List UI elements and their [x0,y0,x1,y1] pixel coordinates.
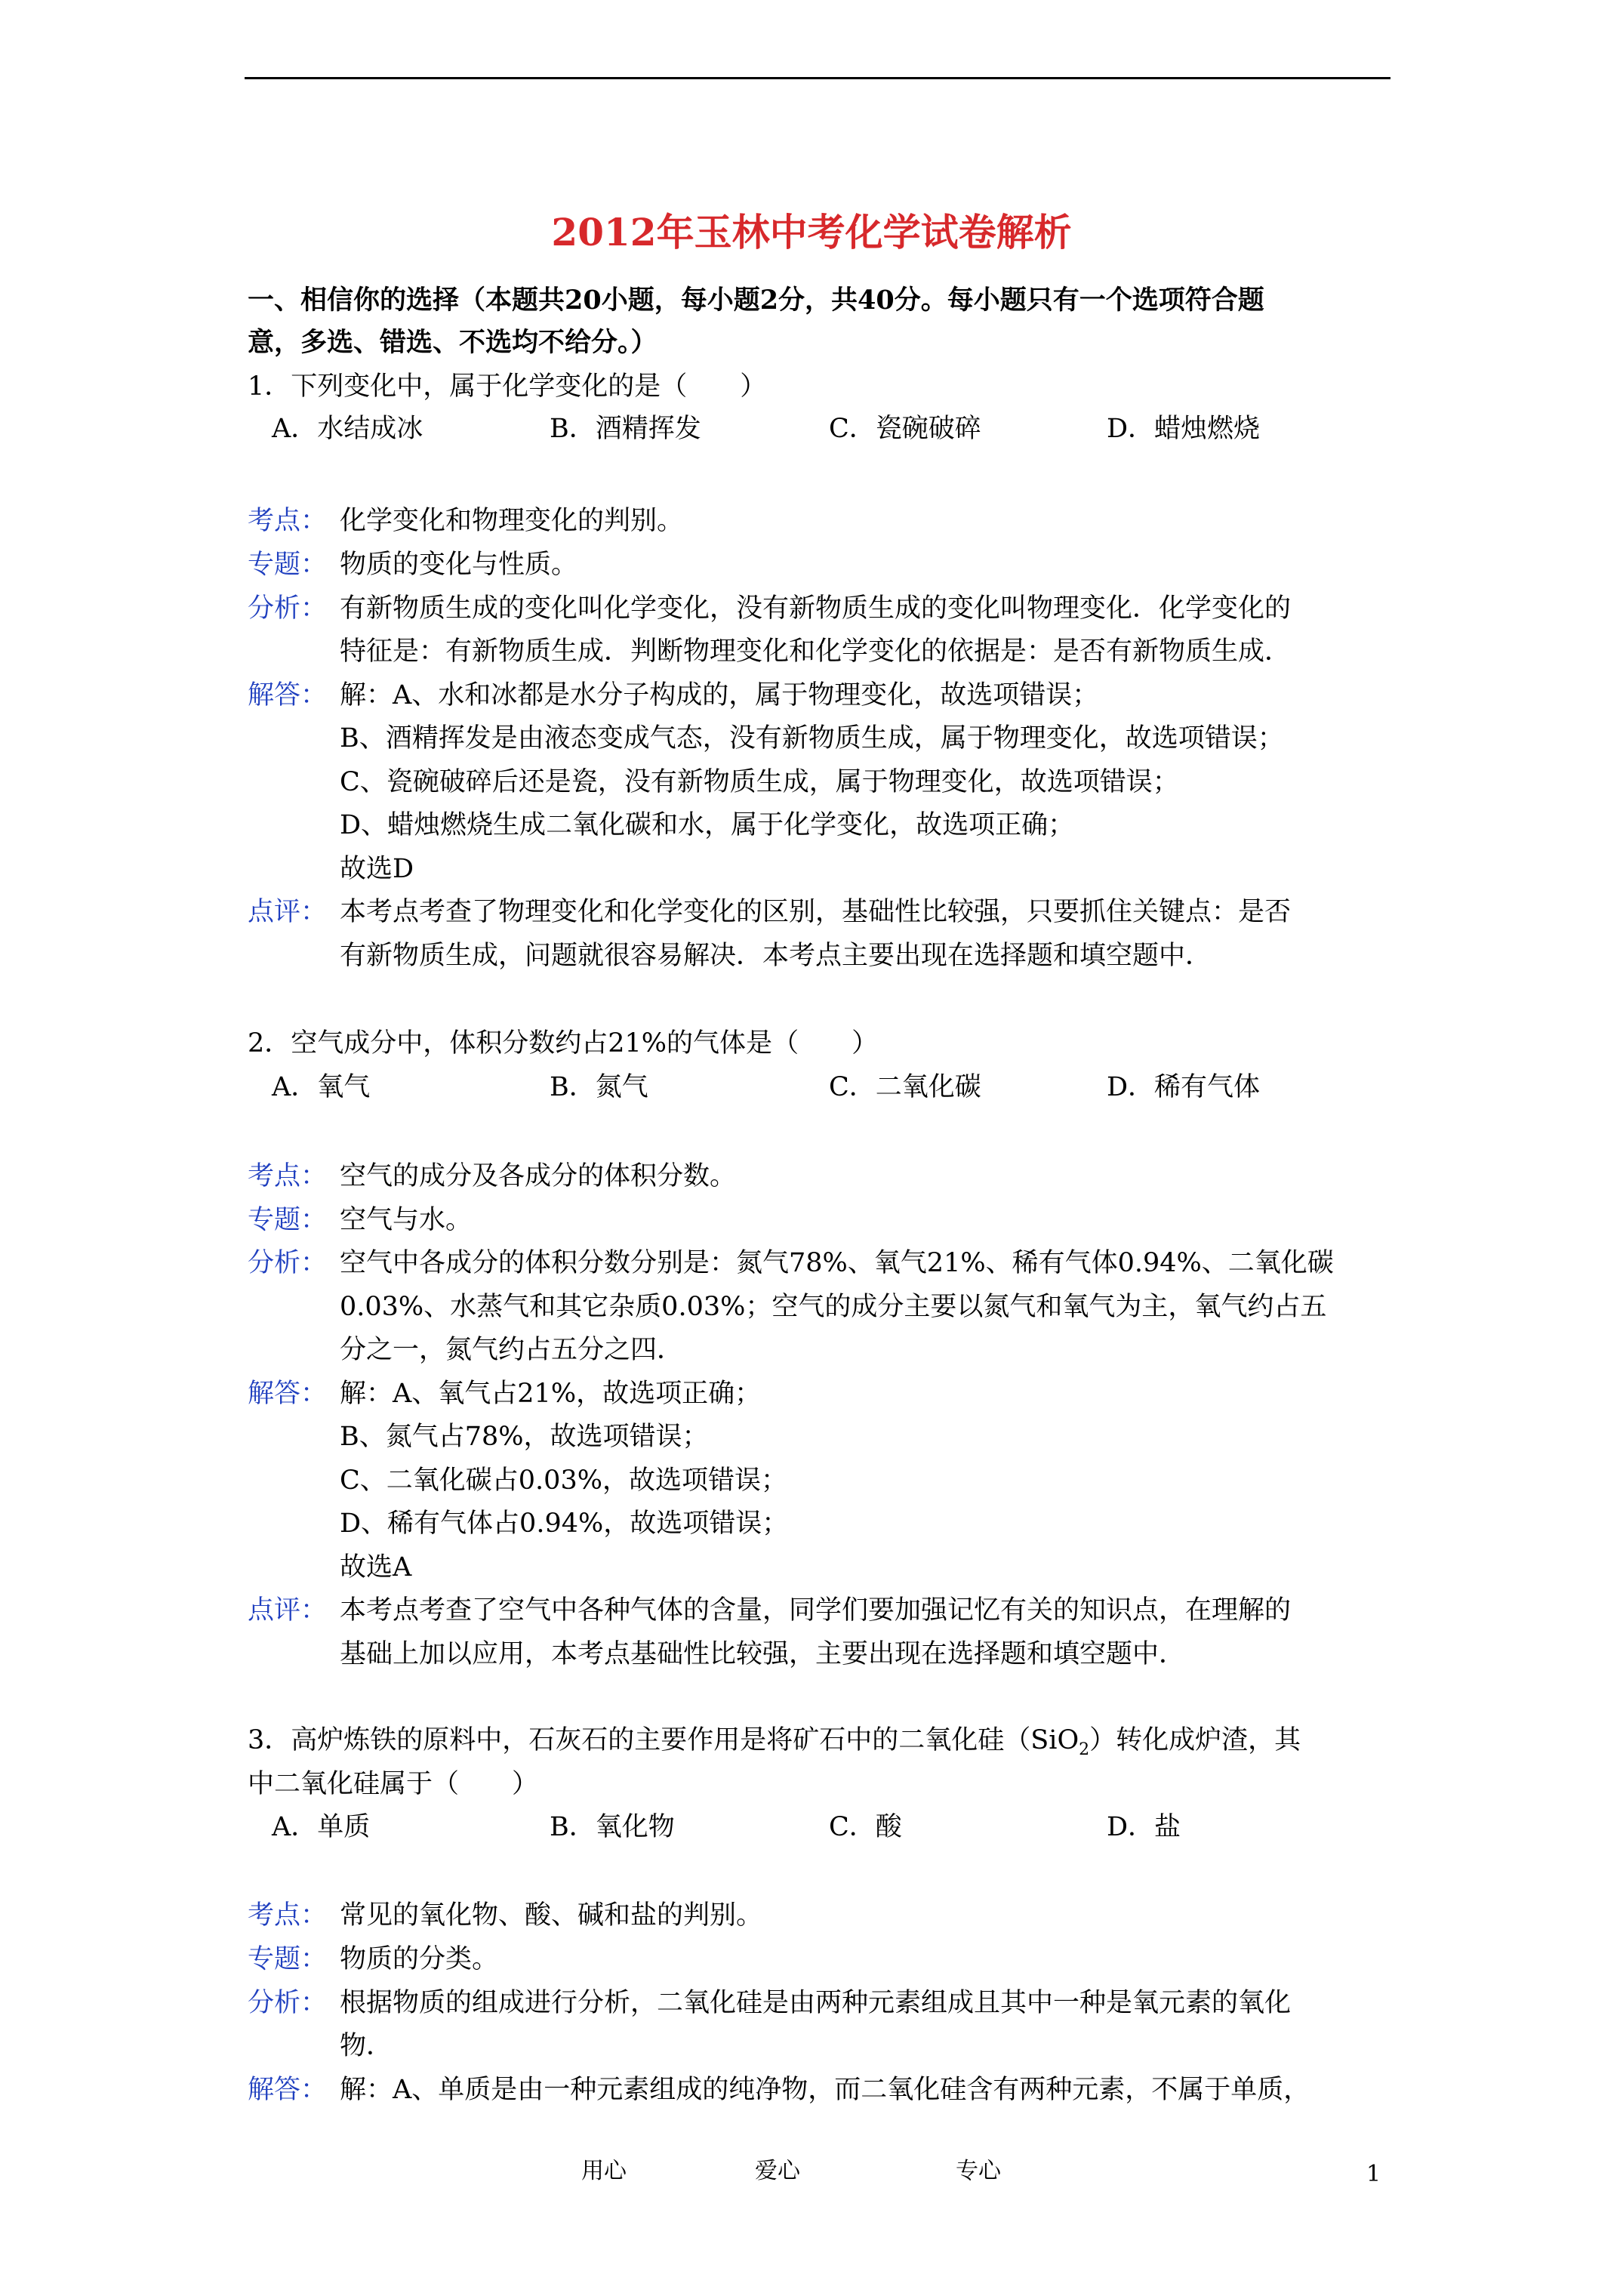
q1-dianping-line-2: 有新物质生成，问题就很容易解决．本考点主要出现在选择题和填空题中． [340,941,1212,971]
q1-jieda-line-2: B、酒精挥发是由液态变成气态，没有新物质生成，属于物理变化，故选项错误； [340,723,1284,754]
q2-fenxi-line-1: 空气中各成分的体积分数分别是：氮气78%、氧气21%、稀有气体0.94%、二氧化碳 [340,1248,1334,1278]
q1-zhuanti: 物质的变化与性质。 [340,550,578,580]
q3-fenxi-line-1: 根据物质的组成进行分析，二氧化硅是由两种元素组成且其中一种是氧元素的氧化 [340,1988,1292,2018]
q3-stem-line-2: 中二氧化硅属于（ ） [248,1769,539,1799]
q1-zhuanti-label: 专题： [248,550,328,580]
q1-dianping-line-1: 本考点考查了物理变化和化学变化的区别，基础性比较强，只要抓住关键点：是否 [340,897,1292,927]
q2-kaodian-label: 考点： [248,1161,328,1191]
q2-jieda-line-2: B、氮气占78%，故选项错误； [340,1422,709,1452]
q1-jieda-label: 解答： [248,680,328,710]
q3-option-a: A．单质 [272,1812,371,1842]
q3-jieda-line-1: 解：A、单质是由一种元素组成的纯净物，而二氧化硅含有两种元素，不属于单质， [340,2075,1310,2105]
footer-text-left: 用心 [581,2158,627,2184]
q2-option-b: B．氮气 [550,1072,648,1102]
q2-kaodian: 空气的成分及各成分的体积分数。 [340,1161,737,1191]
q2-fenxi-label: 分析： [248,1248,328,1278]
q3-option-c: C．酸 [829,1812,902,1842]
section-heading-line-1: 一、相信你的选择（本题共20小题，每小题2分，共40分。每小题只有一个选项符合题 [248,285,1264,316]
q2-jieda-label: 解答： [248,1379,328,1409]
q1-kaodian: 化学变化和物理变化的判别。 [340,506,684,536]
q3-option-b: B．氧化物 [550,1812,675,1842]
q3-option-d: D．盐 [1107,1812,1181,1842]
q2-jieda-line-3: C、二氧化碳占0.03%，故选项错误； [340,1465,787,1496]
q2-fenxi-line-2: 0.03%、水蒸气和其它杂质0.03%；空气的成分主要以氮气和氧气为主，氧气约占五 [340,1292,1327,1322]
q3-zhuanti: 物质的分类。 [340,1944,499,1974]
q1-jieda-line-5: 故选D [340,854,414,884]
q3-kaodian: 常见的氧化物、酸、碱和盐的判别。 [340,1900,763,1931]
q1-option-d: D．蜡烛燃烧 [1107,414,1261,444]
footer-text-right: 专心 [956,2158,1001,2184]
q2-jieda-line-4: D、稀有气体占0.94%，故选项错误； [340,1509,789,1539]
q2-fenxi-line-3: 分之一，氮气约占五分之四． [340,1335,684,1365]
q2-option-c: C．二氧化碳 [829,1072,981,1102]
q2-jieda-line-5: 故选A [340,1552,412,1583]
q2-option-a: A．氧气 [272,1072,371,1102]
q2-jieda-line-1: 解：A、氧气占21%，故选项正确； [340,1379,762,1409]
header-rule [245,77,1390,79]
q1-fenxi-label: 分析： [248,593,328,624]
q1-jieda-line-4: D、蜡烛燃烧生成二氧化碳和水，属于化学变化，故选项正确； [340,810,1075,840]
footer-text-middle: 爱心 [755,2158,800,2184]
q3-fenxi-label: 分析： [248,1988,328,2018]
q1-kaodian-label: 考点： [248,506,328,536]
document-title: 2012年玉林中考化学试卷解析 [551,210,1072,254]
q2-dianping-line-1: 本考点考查了空气中各种气体的含量，同学们要加强记忆有关的知识点，在理解的 [340,1595,1292,1626]
q1-fenxi-line-2: 特征是：有新物质生成．判断物理变化和化学变化的依据是：是否有新物质生成． [340,636,1292,667]
q1-jieda-line-3: C、瓷碗破碎后还是瓷，没有新物质生成，属于物理变化，故选项错误； [340,767,1179,797]
q3-stem-line-1 [248,1724,1301,1767]
q1-fenxi-line-1: 有新物质生成的变化叫化学变化，没有新物质生成的变化叫物理变化．化学变化的 [340,593,1292,624]
q3-kaodian-label: 考点： [248,1900,328,1931]
q3-jieda-label: 解答： [248,2075,328,2105]
q2-option-d: D．稀有气体 [1107,1072,1261,1102]
q3-fenxi-line-2: 物． [340,2031,393,2061]
q2-dianping-line-2: 基础上加以应用，本考点基础性比较强，主要出现在选择题和填空题中． [340,1639,1186,1669]
q3-stem-subscript: 2 [1079,1740,1090,1759]
q2-dianping-label: 点评： [248,1595,328,1626]
q3-stem-text-a: 3．高炉炼铁的原料中，石灰石的主要作用是将矿石中的二氧化硅（SiO [248,1725,1079,1755]
q1-option-c: C．瓷碗破碎 [829,414,981,444]
q1-stem: 1．下列变化中，属于化学变化的是（ ） [248,371,767,402]
q2-zhuanti: 空气与水。 [340,1205,473,1235]
q2-zhuanti-label: 专题： [248,1205,328,1235]
q1-option-a: A．水结成冰 [272,414,423,444]
q3-stem-text-b: ）转化成炉渣，其 [1089,1725,1301,1755]
q1-option-b: B．酒精挥发 [550,414,701,444]
q3-zhuanti-label: 专题： [248,1944,328,1974]
section-heading-line-2: 意，多选、错选、不选均不给分。） [248,327,658,358]
q1-dianping-label: 点评： [248,897,328,927]
q1-jieda-line-1: 解：A、水和冰都是水分子构成的，属于物理变化，故选项错误； [340,680,1099,710]
page-number: 1 [1366,2161,1381,2187]
q2-stem: 2．空气成分中，体积分数约占21%的气体是（ ） [248,1028,879,1059]
